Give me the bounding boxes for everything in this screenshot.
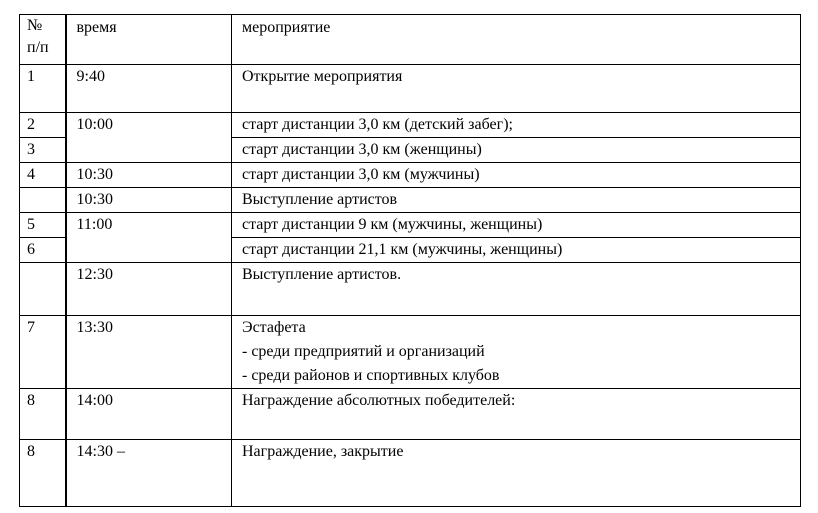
row-num xyxy=(20,263,66,316)
table-row xyxy=(20,440,801,507)
row-event: Открытие мероприятия xyxy=(232,65,801,113)
table-row xyxy=(20,65,801,113)
header-num-cell xyxy=(20,15,66,65)
row-event: старт дистанции 21,1 км (мужчины, женщины) xyxy=(232,238,801,263)
row-event: Выступление артистов xyxy=(232,188,801,213)
row-event: Награждение, закрытие xyxy=(232,440,801,507)
row-time: 14:30 – xyxy=(66,440,232,507)
row-event: Выступление артистов. xyxy=(232,263,801,316)
row-time: 10:00 xyxy=(66,113,232,163)
row-num xyxy=(20,188,66,213)
row-time: 13:30 xyxy=(66,316,232,389)
header-event-cell: мероприятие xyxy=(232,15,801,65)
row-num: 3 xyxy=(20,138,66,163)
row-num: 6 xyxy=(20,238,66,263)
row-event: старт дистанции 3,0 км (детский забег); xyxy=(232,113,801,138)
row-event: старт дистанции 3,0 км (мужчины) xyxy=(232,163,801,188)
row-time: 14:00 xyxy=(66,389,232,440)
schedule-table xyxy=(19,14,801,507)
row-event: Награждение абсолютных победителей: xyxy=(232,389,801,440)
row-num: 8 xyxy=(20,389,66,440)
table-row xyxy=(20,188,801,213)
header-num-line2: п/п xyxy=(27,39,49,56)
relay-title: Эстафета xyxy=(242,319,306,336)
table-row xyxy=(20,316,801,389)
row-time: 10:30 xyxy=(66,163,232,188)
table-row xyxy=(20,263,801,316)
row-num: 5 xyxy=(20,213,66,238)
relay-line-districts: - среди районов и спортивных клубов xyxy=(242,367,500,384)
header-num-line1: № xyxy=(27,17,43,34)
row-time: 11:00 xyxy=(66,213,232,263)
relay-line-enterprises: - среди предприятий и организаций xyxy=(242,343,485,360)
row-num: 1 xyxy=(20,65,66,113)
row-time: 12:30 xyxy=(66,263,232,316)
row-time: 10:30 xyxy=(66,188,232,213)
table-row xyxy=(20,389,801,440)
row-event: старт дистанции 3,0 км (женщины) xyxy=(232,138,801,163)
table-row xyxy=(20,213,801,238)
row-num: 4 xyxy=(20,163,66,188)
row-num: 2 xyxy=(20,113,66,138)
row-time: 9:40 xyxy=(66,65,232,113)
row-num: 7 xyxy=(20,316,66,389)
header-time-cell: время xyxy=(66,15,232,65)
table-row xyxy=(20,163,801,188)
row-num: 8 xyxy=(20,440,66,507)
header-row xyxy=(20,15,801,65)
table-row xyxy=(20,113,801,138)
row-event: старт дистанции 9 км (мужчины, женщины) xyxy=(232,213,801,238)
row-event xyxy=(232,316,801,389)
